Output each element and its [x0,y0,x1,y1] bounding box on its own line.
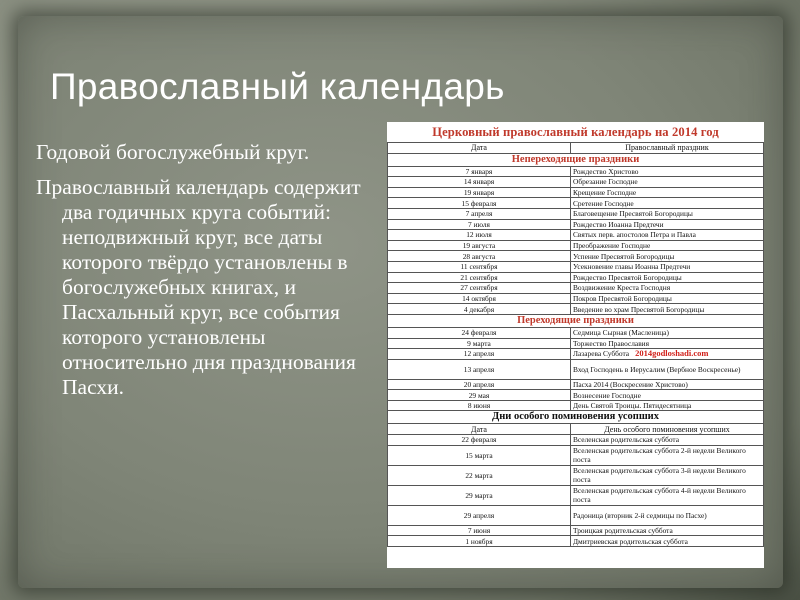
table-row [388,400,764,411]
table-row [388,166,764,177]
paragraph-calendar-description: Православный календарь содержит два годичных круга событий: неподвижный круг, все даты которого твёрдо установлены в богослужебных книгах, и Пасхальный круг, все события которого установлены относительно дня празднования Пасхи. [36,175,361,399]
holiday-cell: День Святой Троицы. Пятидесятница [571,400,764,411]
table-header-row [388,143,764,154]
table-row [388,187,764,198]
holiday-cell: Рождество Иоанна Предтечи [571,219,764,230]
slide-body [36,140,381,410]
section-heading-row [388,314,764,327]
date-cell: 7 июля [388,219,571,230]
holiday-cell: Вселенская родительская суббота 3-й недели Великого поста [571,465,764,485]
date-cell: 28 августа [388,251,571,262]
date-cell: 19 августа [388,240,571,251]
holiday-cell: Введение во храм Пресвятой Богородицы [571,304,764,315]
holiday-cell: Усекновение главы Иоанна Предтечи [571,261,764,272]
date-cell: 29 апреля [388,505,571,525]
watermark-text: 2014godloshadi.com [635,348,709,359]
holiday-cell: Сретение Господне [571,198,764,209]
table-row [388,251,764,262]
calendar-table [387,142,764,547]
table-row [388,327,764,338]
holiday-cell: Лазарева Суббота 2014godloshadi.com [571,349,764,360]
date-cell: 22 февраля [388,435,571,446]
holiday-cell: Вселенская родительская суббота 4-й недели Великого поста [571,485,764,505]
column-header-date: Дата [388,424,571,435]
date-cell: 7 апреля [388,208,571,219]
table-row [388,445,764,465]
date-cell: 22 марта [388,465,571,485]
column-header-holiday: День особого поминовения усопших [571,424,764,435]
section-column-header-row [388,424,764,435]
table-row [388,230,764,241]
table-row [388,349,764,360]
holiday-cell: Обрезание Господне [571,177,764,188]
holiday-cell: Пасха 2014 (Воскресение Христово) [571,379,764,390]
table-row [388,536,764,547]
table-row [388,390,764,401]
date-cell: 21 сентября [388,272,571,283]
table-row [388,272,764,283]
table-row [388,465,764,485]
calendar-title: Церковный православный календарь на 2014 год [432,125,719,139]
holiday-cell: Святых перв. апостолов Петра и Павла [571,230,764,241]
date-cell: 12 апреля [388,349,571,360]
section-heading: Дни особого поминовения усопших [388,411,764,424]
calendar-image [387,122,764,568]
section-heading-row [388,411,764,424]
section-heading: Переходящие праздники [388,314,764,327]
holiday-cell: Вселенская родительская суббота 2-й недели Великого поста [571,445,764,465]
date-cell: 11 сентября [388,261,571,272]
date-cell: 8 июня [388,400,571,411]
table-row [388,261,764,272]
table-row [388,338,764,349]
holiday-cell: Преображение Господне [571,240,764,251]
section-heading: Непереходящие праздники [388,153,764,166]
table-row [388,525,764,536]
date-cell: 29 мая [388,390,571,401]
table-row [388,198,764,209]
date-cell: 15 марта [388,445,571,465]
holiday-cell: Воздвижение Креста Господня [571,283,764,294]
date-cell: 9 марта [388,338,571,349]
date-cell: 13 апреля [388,359,571,379]
date-cell: 14 октября [388,293,571,304]
table-row [388,240,764,251]
table-row [388,379,764,390]
date-cell: 19 января [388,187,571,198]
date-cell: 20 апреля [388,379,571,390]
column-header-date: Дата [388,143,571,154]
table-row [388,177,764,188]
date-cell: 12 июля [388,230,571,241]
holiday-cell: Благовещение Пресвятой Богородицы [571,208,764,219]
date-cell: 27 сентября [388,283,571,294]
column-header-holiday: Православный праздник [571,143,764,154]
table-row [388,485,764,505]
paragraph-annual-circle: Годовой богослужебный круг. [36,140,310,164]
holiday-cell: Седмица Сырная (Масленица) [571,327,764,338]
holiday-cell: Вознесение Господне [571,390,764,401]
holiday-cell: Троицкая родительская суббота [571,525,764,536]
table-row [388,219,764,230]
table-row [388,304,764,315]
holiday-cell: Дмитриевская родительская суббота [571,536,764,547]
holiday-cell: Крещение Господне [571,187,764,198]
table-row [388,283,764,294]
holiday-cell: Рождество Христово [571,166,764,177]
table-row [388,435,764,446]
holiday-cell: Рождество Пресвятой Богородицы [571,272,764,283]
holiday-cell: Торжество Православия [571,338,764,349]
section-heading-row [388,153,764,166]
date-cell: 24 февраля [388,327,571,338]
date-cell: 15 февраля [388,198,571,209]
table-row [388,505,764,525]
holiday-cell: Вселенская родительская суббота [571,435,764,446]
date-cell: 4 декабря [388,304,571,315]
date-cell: 1 ноября [388,536,571,547]
slide-title: Православный календарь [50,66,505,107]
holiday-cell: Покров Пресвятой Богородицы [571,293,764,304]
holiday-cell: Вход Господень в Иерусалим (Вербное Воскресенье) [571,359,764,379]
holiday-cell: Успение Пресвятой Богородицы [571,251,764,262]
table-row [388,293,764,304]
date-cell: 7 июня [388,525,571,536]
holiday-cell: Радоница (вторник 2-й седмицы по Пасхе) [571,505,764,525]
table-row [388,359,764,379]
date-cell: 14 января [388,177,571,188]
date-cell: 7 января [388,166,571,177]
date-cell: 29 марта [388,485,571,505]
table-row [388,208,764,219]
